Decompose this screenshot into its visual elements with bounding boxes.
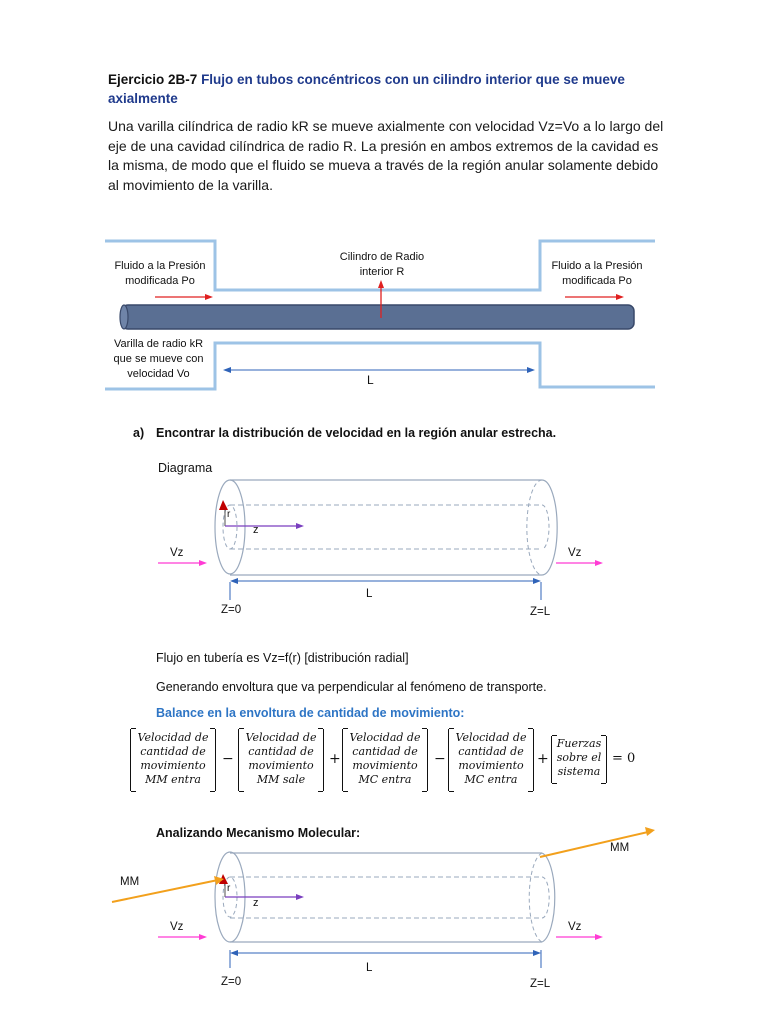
left-fluid-line1: Fluido a la Presión [114, 260, 206, 272]
diagram-caption: Diagrama [158, 461, 213, 475]
shell-text: Generando envoltura que va perpendicular al fenómeno de transporte. [156, 680, 547, 694]
term2-line4: MM sale [256, 773, 306, 786]
term5-line3: sistema [557, 765, 601, 778]
r-label: r [227, 509, 231, 520]
zl-label: Z=L [530, 606, 551, 618]
term4-line1: Velocidad de [455, 731, 527, 744]
term3-line4: MC entra [358, 773, 412, 786]
term2-line2: cantidad de [248, 745, 314, 758]
balance-equation [130, 729, 650, 791]
term-mc-out [448, 729, 534, 791]
term2-line3: movimiento [248, 759, 314, 772]
term4-line3: movimiento [458, 759, 524, 772]
op-plus-1: + [329, 751, 341, 767]
right-fluid-line1: Fluido a la Presión [551, 260, 643, 272]
cylinder-diagram-2 [158, 480, 603, 600]
z0-label: Z=0 [221, 604, 242, 616]
right-fluid-line2: modificada Po [562, 275, 632, 287]
term-forces [551, 736, 607, 783]
flow-text: Flujo en tubería es Vz=f(r) [distribución radial] [156, 651, 409, 665]
intro-paragraph: Una varilla cilíndrica de radio kR se mueve axialmente con velocidad Vz=Vo a lo largo del eje de una cavidad cilíndrica de radio R. La presión en ambos extremos de la cavidad es la misma, de modo que el fluido se mueva a través de la región anular solamente debido al movimiento de la varilla. [108, 118, 664, 193]
term3-line2: cantidad de [352, 745, 418, 758]
exercise-title-text: Flujo en tubos concéntricos con un cilindro interior que se mueve axialmente [108, 72, 625, 106]
diagram1-length: L [367, 373, 374, 387]
term-mm-out [238, 729, 324, 791]
mol-length-label: L [366, 962, 373, 974]
mm-out-arrow [540, 832, 648, 857]
rod-line2: que se mueve con [113, 353, 204, 365]
term5-line2: sobre el [556, 751, 602, 764]
right-fluid-label [537, 259, 657, 289]
question-a-text: Encontrar la distribución de velocidad en la región anular estrecha. [156, 426, 557, 440]
cylinder-line2: interior R [359, 266, 405, 278]
mm-right-label: MM [610, 842, 630, 854]
term1-line1: Velocidad de [137, 731, 209, 744]
rod-line1: Varilla de radio kR [113, 338, 204, 350]
rod-label [100, 337, 217, 382]
cylinder-label [318, 250, 446, 280]
rod-end [120, 305, 128, 329]
balance-heading: Balance en la envoltura de cantidad de movimiento: [156, 706, 465, 720]
left-fluid-line2: modificada Po [125, 275, 195, 287]
op-minus-1: − [222, 751, 234, 767]
term2-line1: Velocidad de [245, 731, 317, 744]
term3-line1: Velocidad de [349, 731, 421, 744]
equation-rhs: = 0 [612, 751, 636, 766]
mol-z0-label: Z=0 [221, 976, 242, 988]
term4-line2: cantidad de [458, 745, 524, 758]
left-fluid-label [100, 259, 220, 289]
length-label: L [366, 588, 373, 600]
term3-line3: movimiento [352, 759, 418, 772]
molecular-heading: Analizando Mecanismo Molecular: [156, 826, 361, 840]
rod-line3: velocidad Vo [127, 368, 190, 380]
mol-vz-left-label: Vz [170, 921, 184, 933]
term5-line1: Fuerzas [556, 737, 602, 750]
mol-zl-label: Z=L [530, 978, 551, 990]
cylinder-diagram-3 [112, 827, 655, 968]
op-plus-2: + [537, 751, 549, 767]
term4-line4: MC entra [464, 773, 518, 786]
cylinder-line1: Cilindro de Radio [339, 251, 425, 263]
vz-left-label: Vz [170, 547, 184, 559]
vz-right-label: Vz [568, 547, 582, 559]
term1-line4: MM entra [145, 773, 201, 786]
z-label: z [253, 524, 259, 536]
term1-line3: movimiento [140, 759, 206, 772]
op-minus-2: − [434, 751, 446, 767]
mm-left-label: MM [120, 876, 140, 888]
term-mm-in [130, 729, 216, 791]
term-mc-in [342, 729, 428, 791]
mol-r-label: r [227, 883, 231, 894]
question-a-marker: a) [133, 426, 145, 440]
exercise-number: Ejercicio 2B-7 [108, 72, 198, 87]
rod [122, 305, 634, 329]
mol-z-label: z [253, 897, 259, 909]
mol-vz-right-label: Vz [568, 921, 582, 933]
term1-line2: cantidad de [140, 745, 206, 758]
